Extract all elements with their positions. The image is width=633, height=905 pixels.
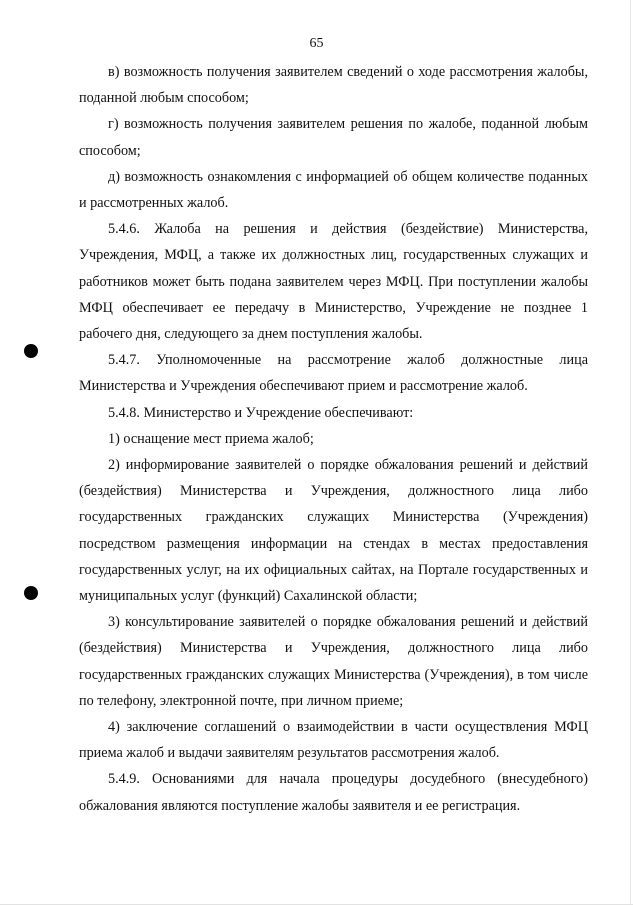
paragraph-5-4-6: 5.4.6. Жалоба на решения и действия (бездействие) Министерства, Учреждения, МФЦ, а также их должностных лиц, государственных служащих и работников может быть подана заявителем через МФЦ. При поступлении жалобы МФЦ обеспечивает ее передачу в Министерство, Учреждение не позднее 1 рабочего дня, следующего за днем поступления жалобы. bbox=[79, 221, 588, 343]
paragraph-item-1: 1) оснащение мест приема жалоб; bbox=[108, 430, 314, 447]
punch-hole-mark bbox=[24, 344, 38, 358]
paragraph-item-v: в) возможность получения заявителем сведений о ходе рассмотрения жалобы, поданной любым способом; bbox=[79, 64, 588, 107]
paragraph-item-2: 2) информирование заявителей о порядке обжалования решений и действий (бездействия) Министерства и Учреждения, должностного лица либо государственных гражданских служащих Министерства (Учреждения) посредством размещения информации на стендах в местах предоставления государственных услуг, на их официальных сайтах, на Портале государственных и муниципальных услуг (функций) Сахалинской области; bbox=[79, 457, 588, 605]
paragraph-5-4-8: 5.4.8. Министерство и Учреждение обеспечивают: bbox=[108, 404, 414, 421]
paragraph-item-d: д) возможность ознакомления с информацией об общем количестве поданных и рассмотренных жалоб. bbox=[79, 168, 588, 212]
paragraph-item-g: г) возможность получения заявителем решения по жалобе, поданной любым способом; bbox=[79, 116, 588, 159]
document-body bbox=[79, 59, 588, 819]
paragraph-5-4-9: 5.4.9. Основаниями для начала процедуры досудебного (внесудебного) обжалования являются поступление жалобы заявителя и ее регистрация. bbox=[79, 771, 588, 814]
paragraph-5-4-7: 5.4.7. Уполномоченные на рассмотрение жалоб должностные лица Министерства и Учреждения обеспечивают прием и рассмотрение жалоб. bbox=[79, 352, 588, 395]
paragraph-item-3: 3) консультирование заявителей о порядке обжалования решений и действий (бездействия) Министерства и Учреждения, должностного лица либо государственных гражданских служащих Министерства (Учреждения), в том числе по телефону, электронной почте, при личном приеме; bbox=[79, 614, 588, 709]
page-number: 65 bbox=[309, 36, 324, 51]
scan-edge-line bbox=[630, 0, 631, 905]
punch-hole-mark bbox=[24, 586, 38, 600]
paragraph-item-4: 4) заключение соглашений о взаимодействии в части осуществления МФЦ приема жалоб и выдачи заявителям результатов рассмотрения жалоб. bbox=[79, 719, 588, 762]
